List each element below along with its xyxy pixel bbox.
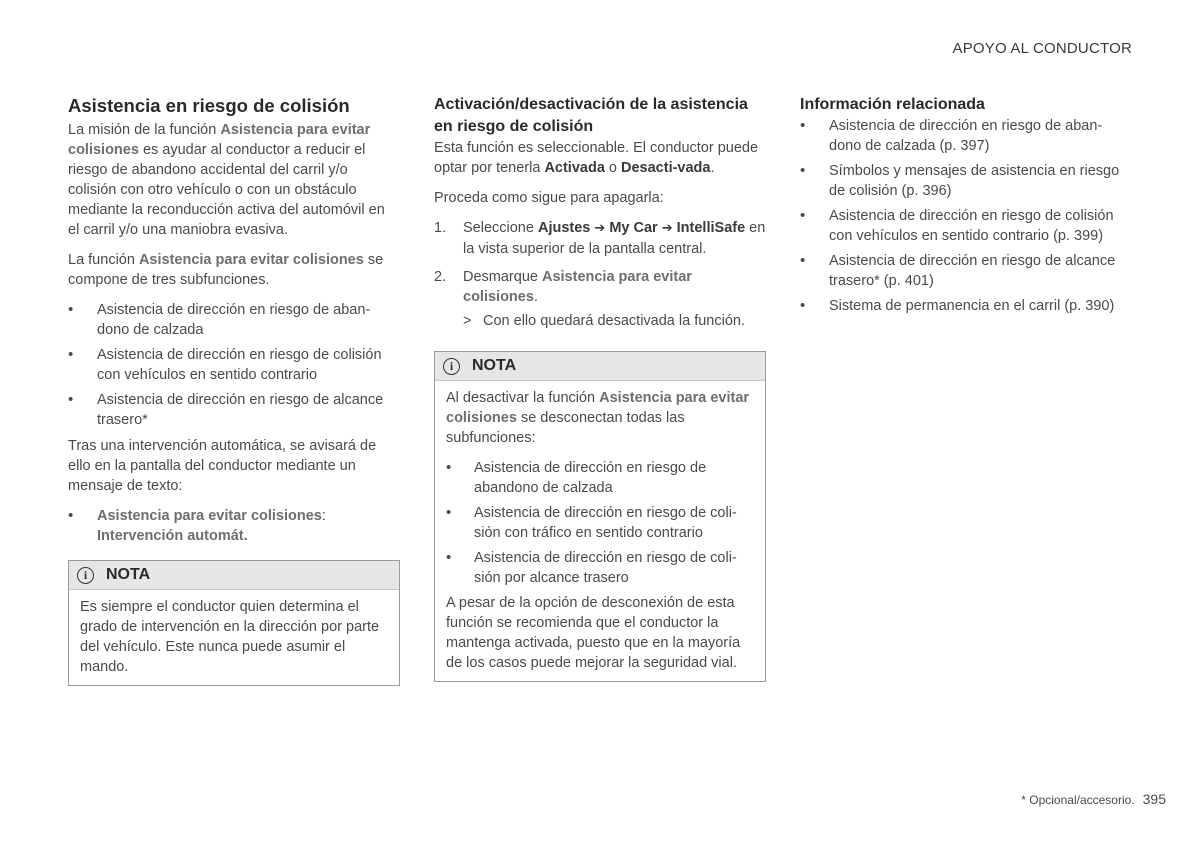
note-body [69,590,399,685]
related-link[interactable]: • Asistencia de dirección en riesgo de alcance trasero* (p. 401) [800,251,1132,291]
steps-list [434,218,766,331]
list-item: • Asistencia de dirección en riesgo de abandono de calzada [446,458,754,498]
menu-settings: Ajustes [537,220,591,236]
list-item: • Asistencia de dirección en riesgo de coli-sión por alcance trasero [446,548,754,588]
message-separator: : [321,508,326,524]
menu-intellisafe: IntelliSafe [676,220,746,236]
note-box [68,560,400,686]
column-right [800,94,1132,322]
message-text: Intervención automát. [97,528,248,544]
step-item [434,218,766,259]
related-links-list [800,116,1132,316]
page-number: 395 [1142,791,1166,807]
intro-paragraph [68,120,400,240]
note-body [435,381,765,681]
note-text: Es siempre el conductor quien determina el grado de intervención en la dirección por parte del vehículo. Este nunca puede asumir el mando. [80,599,380,675]
note-header [435,352,765,381]
note-title: NOTA [106,566,151,583]
function-name: Asistencia para evitar colisiones [138,252,364,268]
note-text: Al desactivar la función [446,390,600,406]
function-name: Asistencia para evitar colisiones [463,269,692,305]
list-item: • Asistencia de dirección en riesgo de alcance trasero* [68,390,400,430]
procedure-intro: Proceda como sigue para apagarla: [434,190,664,206]
selectable-paragraph [434,138,766,178]
section-header: APOYO AL CONDUCTOR [952,40,1132,57]
arrow-right-icon: ➔ [594,221,606,236]
result-marker: > [463,313,472,329]
step-number: 1. [434,220,447,236]
subfunctions-intro [68,250,400,290]
note-title: NOTA [472,357,517,374]
list-item: • Asistencia de dirección en riesgo de coli-sión con tráfico en sentido contrario [446,503,754,543]
result-text: Con ello quedará desactivada la función. [483,313,745,329]
step-number: 2. [434,269,447,285]
step-text-end: en la vista superior de la pantalla central. [463,220,766,257]
related-link[interactable]: • Símbolos y mensajes de asistencia en riesgo de colisión (p. 396) [800,161,1132,201]
step-text: Desmarque [463,269,542,285]
list-item [68,506,400,546]
related-info-title: Información relacionada [800,96,985,113]
subfunctions-text-end: se compone de tres subfunciones. [68,252,384,288]
step-text-end: . [533,289,538,305]
function-name: Asistencia para evitar colisiones [68,122,371,158]
conjunction: o [604,160,622,176]
function-name: Asistencia para evitar colisiones [446,390,750,426]
related-link[interactable]: • Sistema de permanencia en el carril (p. 390) [800,296,1132,316]
note-box [434,351,766,682]
related-link[interactable]: • Asistencia de dirección en riesgo de colisión con vehículos en sentido contrario (p. 399) [800,206,1132,246]
intro-text: La misión de la función [68,122,221,138]
selectable-text: Esta función es seleccionable. El conductor puede optar por tenerla [434,140,759,176]
step-result [463,311,766,331]
note-recommendation: A pesar de la opción de desconexión de esta función se recomienda que el conductor la mantenga activada, puesto que en la mayoría de los casos puede mejorar la seguridad vial. [446,595,741,671]
step-item [434,267,766,331]
section-title: Activación/desactivación de la asistencia en riesgo de colisión [434,96,748,135]
state-deactivated: Desacti-vada [621,160,711,176]
page-footer [1021,791,1166,807]
intervention-paragraph: Tras una intervención automática, se avisará de ello en la pantalla del conductor mediante un mensaje de texto: [68,438,377,494]
subfunctions-text: La función [68,252,139,268]
info-icon: i [77,567,94,584]
subfunctions-list [68,300,400,430]
period: . [710,160,715,176]
message-list [68,506,400,546]
note-intro [446,388,754,448]
note-header [69,561,399,590]
state-activated: Activada [544,160,605,176]
arrow-right-icon: ➔ [661,221,673,236]
message-function: Asistencia para evitar colisiones [97,508,322,524]
intro-text-end: es ayudar al conductor a reducir el riesgo de abandono accidental del carril y/o colisión con otro vehículo o con un obstáculo mediante la reconducción activa del automóvil en el carril y/o una maniobra evasiva. [68,142,385,238]
note-text-end: se desconectan todas las subfunciones: [446,410,685,446]
step-text: Seleccione [463,220,538,236]
note-list [446,458,754,588]
section-title: Asistencia en riesgo de colisión [68,95,350,116]
list-item: • Asistencia de dirección en riesgo de colisión con vehículos en sentido contrario [68,345,400,385]
footnote: * Opcional/accesorio. [1021,793,1135,807]
info-icon: i [443,358,460,375]
column-left [68,94,400,686]
menu-my-car: My Car [609,220,658,236]
related-link[interactable]: • Asistencia de dirección en riesgo de aban-dono de calzada (p. 397) [800,116,1132,156]
list-item: • Asistencia de dirección en riesgo de aban-dono de calzada [68,300,400,340]
column-middle [434,94,766,682]
